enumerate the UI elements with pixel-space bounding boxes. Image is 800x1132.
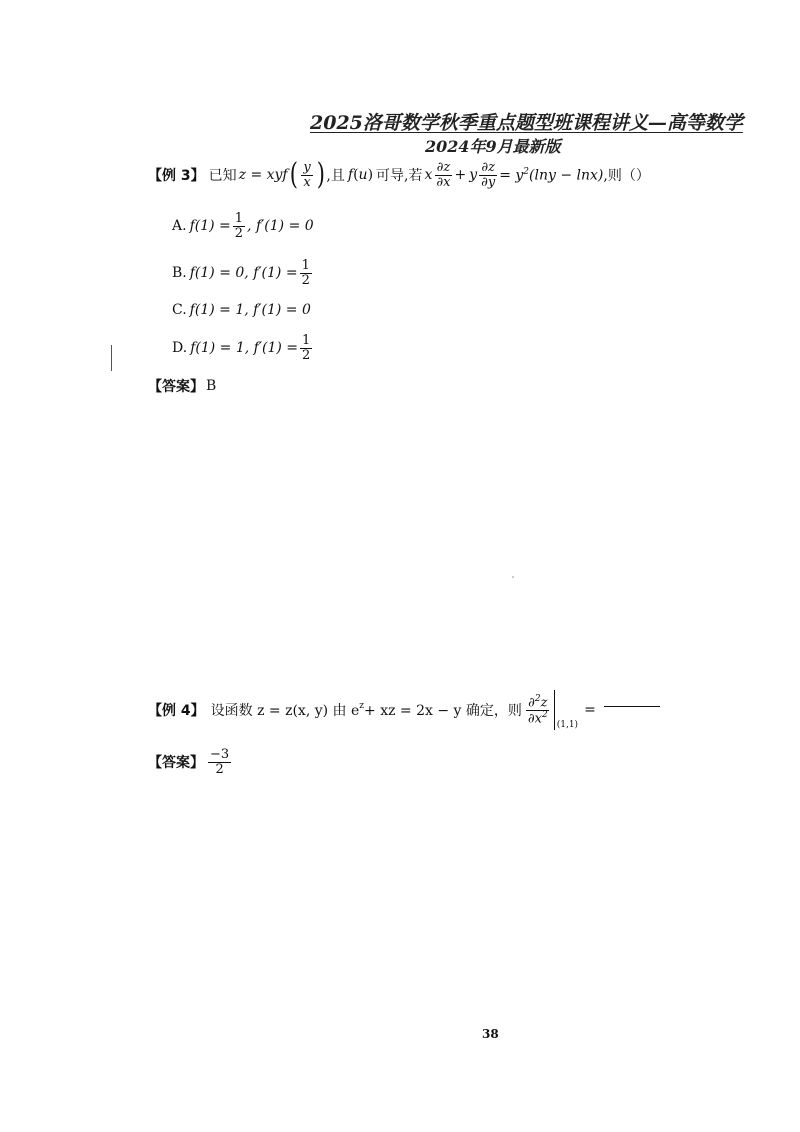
example3-differentiable: 可导,若: [376, 168, 423, 184]
example4-label: 【例 4】: [148, 703, 205, 719]
example3-label: 【例 3】: [148, 168, 205, 184]
option-a: A. f(1) = $\frac{1}{2}$ , f′(1) = 0: [172, 211, 314, 241]
example4-question: 【例 4】 设函数 z = z(x, y) 由 e $^z$ + xz = 2x − y 确定，则 $\frac{\partial^2z}{\partial x^2}$ (1,1) =: [148, 690, 660, 730]
header-subtitle: 2024年9月最新版: [425, 137, 561, 156]
example4-answer-fraction: $\frac{-3}{2}$: [210, 747, 230, 777]
example3-question: 【例 3】 已知 z = xyf ( $\frac{y}{x}$ ) ,且 f ( u ) 可导,若 x $\frac{\partial z}{\partial x}$ + y $\frac{\partial z}{\partial y}$ = $y^2(\ln y - \ln x)$ ,则（）: [148, 157, 650, 192]
example3-partial-zy: $\frac{\partial z}{\partial y}$: [481, 159, 496, 190]
example3-partial-zx: $\frac{\partial z}{\partial x}$: [436, 159, 451, 190]
option-d: D. f(1) = 1, f′(1) = $\frac{1}{2}$: [172, 333, 311, 363]
example3-answer: 【答案】 B: [148, 378, 217, 395]
option-b: B. f(1) = 0, f′(1) = $\frac{1}{2}$: [172, 258, 310, 288]
example3-given: ,且: [326, 168, 345, 184]
example3-formula-z: z = xyf: [238, 167, 288, 183]
option-b-fraction: $\frac{1}{2}$: [301, 258, 310, 288]
margin-mark: [111, 345, 112, 371]
example4-eval-bar: (1,1): [554, 690, 578, 730]
example4-second-partial: $\frac{\partial^2z}{\partial x^2}$: [527, 693, 548, 726]
answer-blank: [604, 706, 660, 707]
example3-rhs: = $y^2(\ln y - \ln x)$: [499, 166, 604, 184]
scan-speck: [512, 576, 514, 578]
option-c: C. f(1) = 1, f′(1) = 0: [172, 302, 311, 318]
page-number: 38: [482, 1027, 499, 1041]
option-a-fraction: $\frac{1}{2}$: [234, 211, 244, 241]
example3-prefix: 已知: [208, 168, 237, 184]
header-title: 2025洛哥数学秋季重点题型班课程讲义—高等数学: [310, 112, 743, 134]
option-d-fraction: $\frac{1}{2}$: [302, 333, 311, 363]
example4-answer: 【答案】 $\frac{-3}{2}$: [148, 747, 230, 777]
example3-fraction-yx: $\frac{y}{x}$: [303, 159, 311, 190]
example3-fu: f: [347, 167, 354, 183]
example3-tail: ,则（）: [603, 168, 650, 184]
example3-answer-value: B: [206, 378, 217, 394]
